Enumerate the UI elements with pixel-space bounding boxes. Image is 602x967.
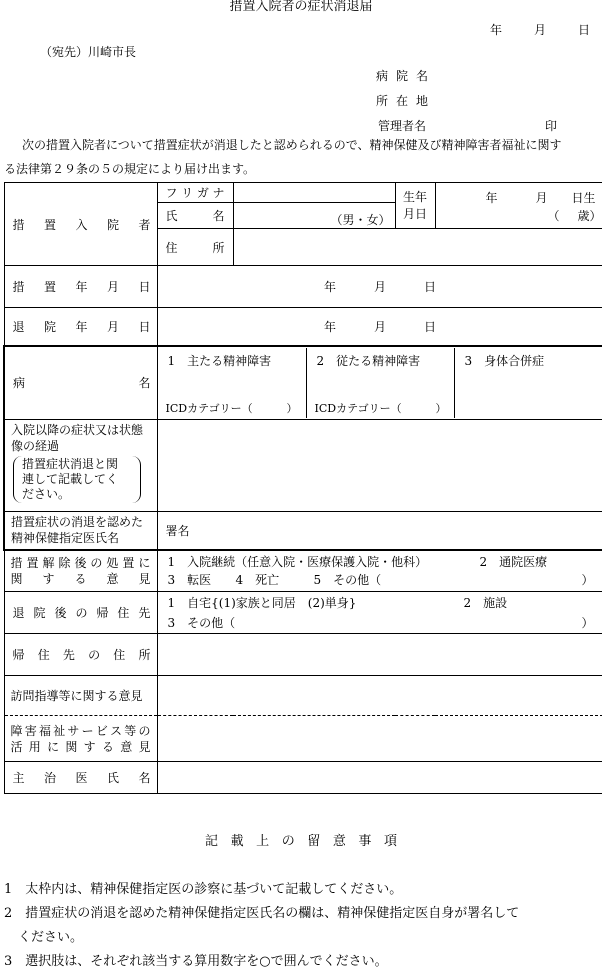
return-opt-facility[interactable]: 2 施設: [463, 595, 508, 610]
birth-label-2: 月日: [402, 206, 427, 221]
note-2: 2 措置症状の消退を認めた精神保健指定医氏名の欄は、精神保健指定医自身が署名して: [4, 906, 520, 921]
note-3: 3 選択肢は、それぞれ該当する算用数字を○で囲んでください。: [4, 954, 388, 967]
birth-day-label: 日生: [571, 190, 596, 205]
welfare-services-label-2: 活 用 に 関 す る 意 見: [10, 739, 151, 754]
birth-label-1: 生年: [402, 189, 427, 204]
attending-physician-input[interactable]: [157, 762, 602, 794]
designated-doctor-label-cell: [4, 512, 157, 550]
admit-date-input[interactable]: [157, 266, 602, 308]
day-label: 日: [577, 23, 590, 37]
age-close: 歳）: [577, 208, 602, 223]
post-opt-death[interactable]: 4 死亡: [235, 572, 280, 587]
post-release-label-1: 措 置 解 除 後 の 処 置 に: [10, 555, 151, 570]
intro-line-1: 次の措置入院者について措置症状が消退したと認められるので、精神保健及び精神障害者福祉に関す: [22, 138, 562, 152]
patient-address-input[interactable]: [233, 229, 602, 266]
secondary-disorder-col[interactable]: [307, 348, 455, 418]
visit-guidance-label-cell: [4, 676, 157, 716]
return-address-label: 帰 住 先 の 住 所: [12, 648, 151, 662]
designated-doctor-label-2: 精神保健指定医氏名: [11, 531, 120, 546]
month-label: 月: [533, 23, 546, 37]
course-label-1: 入院以降の症状又は状態: [11, 423, 144, 437]
return-opt-home[interactable]: 1 自宅{(1)家族と同居 (2)単身}: [167, 595, 357, 610]
year-label: 年: [490, 23, 503, 37]
main-icd[interactable]: ICDカテゴリー（ ）: [165, 401, 298, 415]
admit-date-label-cell: [4, 266, 157, 308]
admit-date-label: 措 置 年 月 日: [12, 280, 151, 294]
form-title: 措置入院者の症状消退届: [229, 0, 373, 14]
discharge-date-label-cell: [4, 308, 157, 346]
signature-input[interactable]: [157, 512, 602, 550]
post-release-input[interactable]: [157, 550, 602, 592]
post-opt-outpatient[interactable]: 2 通院医療: [479, 554, 548, 569]
furigana-label-cell: [157, 183, 233, 203]
return-destination-label: 退 院 後 の 帰 住 先: [12, 606, 151, 620]
birth-date-cell[interactable]: [435, 183, 602, 229]
notes-title: 記 載 上 の 留 意 事 項: [205, 834, 397, 849]
course-label-cell: [4, 420, 157, 512]
discharge-date-label: 退 院 年 月 日: [12, 319, 151, 334]
physical-comorbidity-label: 3 身体合併症: [464, 353, 545, 368]
addressee: （宛先）川崎市長: [40, 45, 137, 59]
report-form-table: [3, 182, 602, 794]
name-label-cell: [157, 203, 233, 229]
hospital-address-label: 所 在 地: [376, 94, 428, 108]
course-note: 措置症状消退と関 連して記載してく ださい。: [13, 456, 141, 503]
return-address-input[interactable]: [157, 634, 602, 676]
patient-address-label: 住 所: [165, 240, 225, 255]
note-1: 1 太枠内は、精神保健指定医の診察に基づいて記載してください。: [4, 882, 403, 897]
disease-label: 病 名: [13, 376, 151, 391]
patient-label: 措 置 入 院 者: [12, 217, 151, 232]
age-open: （: [547, 208, 560, 223]
birth-label-cell: [395, 183, 435, 229]
disease-label-cell: [4, 346, 157, 420]
visit-guidance-input[interactable]: [157, 676, 602, 716]
course-label-2: 像の経過: [11, 439, 60, 453]
admit-month: 月: [373, 280, 386, 294]
return-opt-close: ）: [581, 615, 594, 630]
return-destination-label-cell: [4, 592, 157, 634]
name-label: 氏 名: [165, 209, 225, 223]
attending-physician-label-cell: [4, 762, 157, 794]
post-opt-other[interactable]: 5 その他（: [313, 572, 382, 587]
name-input-cell[interactable]: [233, 203, 395, 229]
return-opt-other[interactable]: 3 その他（: [167, 615, 236, 630]
designated-doctor-label-1: 措置症状の消退を認めた: [11, 515, 144, 530]
visit-guidance-label: 訪問指導等に関する意見: [10, 688, 143, 703]
welfare-services-label-1: 障 害 福 祉 サ ー ビ ス 等 の: [10, 723, 151, 738]
main-disorder-label: 1 主たる精神障害: [167, 353, 272, 368]
sex-selector[interactable]: （男・女）: [330, 213, 391, 227]
birth-month-label: 月: [535, 190, 548, 205]
seal-mark: 印: [545, 119, 558, 133]
patient-label-cell: [4, 183, 157, 266]
secondary-disorder-label: 2 従たる精神障害: [316, 353, 421, 368]
main-disorder-col[interactable]: [158, 348, 307, 418]
birth-year-label: 年: [485, 190, 498, 205]
hospital-name-label: 病 院 名: [376, 69, 428, 83]
discharge-month: 月: [373, 319, 386, 334]
welfare-services-input[interactable]: [157, 716, 602, 762]
physical-comorbidity-col[interactable]: [455, 348, 602, 418]
manager-name-label: 管理者名: [378, 119, 427, 133]
patient-address-label-cell: [157, 229, 233, 266]
furigana-input-cell[interactable]: [233, 183, 395, 203]
discharge-year: 年: [323, 319, 336, 334]
secondary-icd[interactable]: ICDカテゴリー（ ）: [314, 401, 447, 415]
return-destination-input[interactable]: [157, 592, 602, 634]
post-release-label-2: 関 す る 意 見: [10, 571, 151, 586]
furigana-label: フ リ ガ ナ: [165, 186, 225, 200]
welfare-services-label-cell: [4, 716, 157, 762]
disease-input-cell[interactable]: [157, 346, 602, 420]
signature-label: 署名: [165, 523, 190, 538]
attending-physician-label: 主 治 医 氏 名: [12, 771, 151, 785]
submission-date: [490, 24, 590, 36]
course-input[interactable]: [157, 420, 602, 512]
intro-line-2: る法律第２９条の５の規定により届け出ます。: [4, 162, 256, 176]
post-opt-transfer[interactable]: 3 転医: [167, 572, 212, 587]
note-2-continued: ください。: [18, 930, 84, 945]
admit-year: 年: [323, 280, 336, 294]
post-release-label-cell: [4, 550, 157, 592]
return-address-label-cell: [4, 634, 157, 676]
post-opt-close: ）: [581, 572, 594, 587]
discharge-day: 日: [424, 319, 437, 334]
discharge-date-input[interactable]: [157, 308, 602, 346]
post-opt-continue[interactable]: 1 入院継続（任意入院・医療保護入院・他科）: [167, 554, 428, 569]
admit-day: 日: [424, 280, 437, 294]
